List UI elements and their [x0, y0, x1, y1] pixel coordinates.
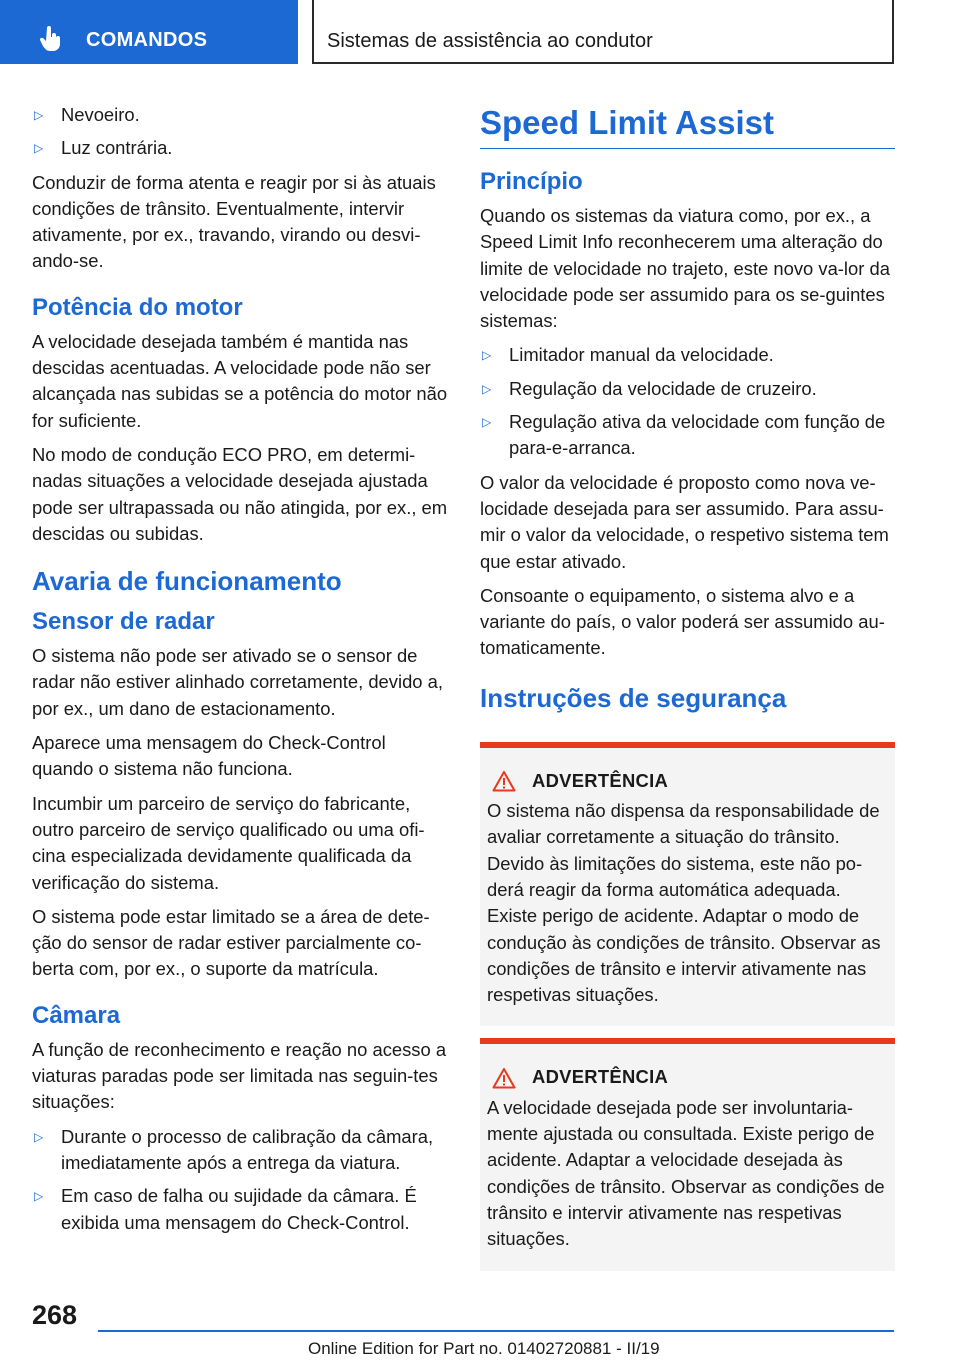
section-tab-label: COMANDOS — [86, 29, 208, 51]
warning-header — [487, 768, 885, 794]
conditions-list — [32, 102, 448, 162]
list-item: ▷ Limitador manual da velocidade. — [480, 342, 895, 368]
warning-triangle-icon — [492, 1067, 516, 1089]
paragraph: No modo de condução ECO PRO, em determi-nadas situações a velocidade desejada ajustada pode ser ultrapassada ou não atingida, por ex., em descidas ou subidas. — [32, 443, 448, 544]
paragraph: A função de reconhecimento e reação no acesso a viaturas paradas pode ser limitada nas seguin-tes situações: — [32, 1038, 447, 1113]
list-item: ▷ Em caso de falha ou sujidade da câmara. É exibida uma mensagem do Check-Control. — [34, 1185, 417, 1233]
section-tab — [0, 0, 298, 64]
edition-info: Online Edition for Part no. 01402720881 - II/19 — [308, 1339, 660, 1358]
list-item: ▷ Nevoeiro. — [32, 102, 448, 128]
hand-pointer-icon — [40, 26, 62, 52]
warning-box — [480, 1038, 895, 1270]
warning-title: ADVERTÊNCIA — [532, 769, 669, 791]
list-item: ▷ Regulação ativa da velocidade com função de para-e-arranca. — [482, 411, 886, 459]
triangle-bullet-icon: ▷ — [34, 141, 44, 156]
triangle-bullet-icon: ▷ — [482, 381, 492, 396]
warning-text: A velocidade desejada pode ser involuntaria-mente ajustada ou consultada. Existe perigo de acidente. Adaptar a velocidade desejada às condições de trânsito. Observar as condições de trânsito e intervir ativamente nas respetivas situações. — [487, 1096, 885, 1250]
triangle-bullet-icon: ▷ — [34, 1189, 44, 1204]
list-item: ▷ Durante o processo de calibração da câmara, imediatamente após a entrega da viatura. — [34, 1125, 434, 1173]
warning-text: O sistema não dispensa da responsabilidade de avaliar corretamente a situação do trânsito. Devido às limitações do sistema, este não po-derá reagir da forma automática adequada. Existe perigo de acidente. Adaptar o modo de condução às condições de trânsito. Observar as condições de trânsito e intervir ativamente nas respetivas situações. — [487, 800, 881, 1006]
warning-box — [480, 742, 895, 1027]
paragraph: Conduzir de forma atenta e reagir por si às atuais condições de trânsito. Eventualmente, intervir ativamente, por ex., travando, virando ou desvi-ando-se. — [32, 171, 436, 272]
list-item: ▷ Regulação da velocidade de cruzeiro. — [480, 376, 895, 402]
warning-header — [487, 1064, 885, 1090]
left-column — [32, 102, 448, 1244]
triangle-bullet-icon: ▷ — [482, 348, 492, 363]
triangle-bullet-icon: ▷ — [482, 415, 492, 430]
paragraph: Consoante o equipamento, o sistema alvo e a variante do país, o valor poderá ser assumido au-tomaticamente. — [480, 584, 885, 659]
warning-title: ADVERTÊNCIA — [532, 1066, 669, 1088]
paragraph: A velocidade desejada também é mantida nas descidas acentuadas. A velocidade pode não ser alcançada nas subidas se a potência do motor não for suficiente. — [32, 330, 448, 431]
heading-principle: Princípio — [480, 168, 583, 195]
heading-malfunction: Avaria de funcionamento — [32, 566, 342, 597]
right-column — [480, 102, 895, 1283]
page-number: 268 — [32, 1300, 78, 1330]
footer-divider — [98, 1330, 894, 1332]
list-item: ▷ Luz contrária. — [32, 135, 448, 161]
chapter-title-box — [312, 0, 894, 64]
paragraph: O sistema pode estar limitado se a área de dete-ção do sensor de radar estiver parcialmente co-berta com, por ex., o suporte da matrícula. — [32, 905, 430, 980]
paragraph: Aparece uma mensagem do Check-Control quando o sistema não funciona. — [32, 732, 386, 780]
chapter-title: Sistemas de assistência ao condutor — [327, 30, 653, 52]
heading-safety-instructions: Instruções de segurança — [480, 682, 787, 713]
heading-camera: Câmara — [32, 1001, 121, 1029]
heading-speed-limit-assist: Speed Limit Assist — [480, 102, 895, 149]
camera-list — [32, 1124, 448, 1236]
systems-list — [480, 342, 895, 461]
heading-radar-sensor: Sensor de radar — [32, 608, 215, 636]
paragraph: Incumbir um parceiro de serviço do fabricante, outro parceiro de serviço qualificado ou uma ofi-cina especializada devidamente qualificada da verificação do sistema. — [32, 792, 425, 893]
triangle-bullet-icon: ▷ — [34, 108, 44, 122]
paragraph: O sistema não pode ser ativado se o sensor de radar não estiver alinhado corretamente, devido a, por ex., um dano de estacionamento. — [32, 645, 443, 719]
paragraph: O valor da velocidade é proposto como nova ve-locidade desejada para ser assumido. Para assu-mir o valor da velocidade, o respetivo sistema tem que estar ativado. — [480, 471, 889, 572]
paragraph: Quando os sistemas da viatura como, por ex., a Speed Limit Info reconhecerem uma alteração do limite de velocidade no trajeto, este novo va-lor da velocidade pode ser assumido para os se-guintes sistemas: — [480, 205, 890, 332]
heading-engine-power: Potência do motor — [32, 293, 243, 321]
warning-triangle-icon — [492, 770, 516, 792]
triangle-bullet-icon: ▷ — [34, 1129, 44, 1144]
